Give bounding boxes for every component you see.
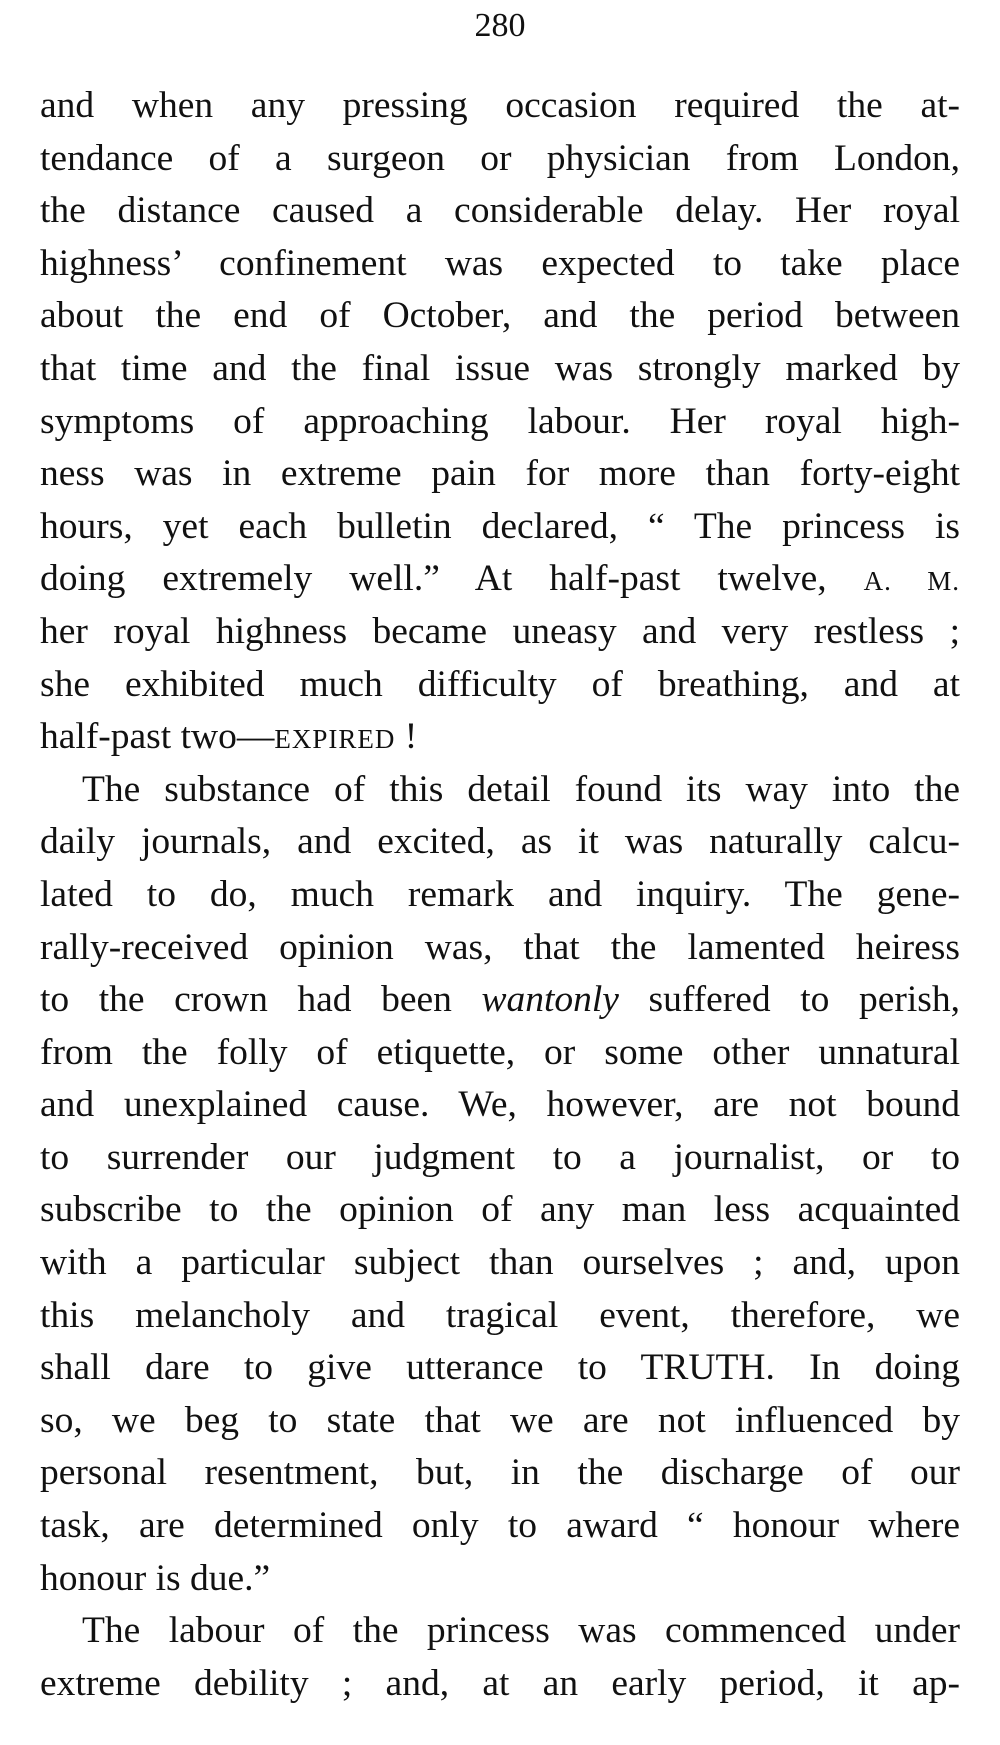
text-segment: about the end of October, and the period between (40, 295, 960, 337)
text-segment: rally-received opinion was, that the lamented heiress (40, 926, 960, 968)
page-number: 280 (474, 7, 526, 44)
text-line (40, 816, 960, 869)
text-line (40, 1658, 960, 1711)
text-segment: lated to do, much remark and inquiry. The gene- (40, 873, 960, 915)
text-line (40, 1500, 960, 1553)
text-line (40, 1395, 960, 1448)
text-line (40, 659, 960, 712)
text-segment: highness’ confinement was expected to take place (40, 242, 960, 284)
text-segment: the distance caused a considerable delay. Her royal (40, 190, 960, 232)
text-line (40, 922, 960, 975)
text-line (40, 1553, 960, 1606)
text-line (40, 290, 960, 343)
body-text (40, 80, 960, 1710)
text-line (40, 869, 960, 922)
text-line (40, 1342, 960, 1395)
text-segment: and when any pressing occasion required the at- (40, 85, 960, 126)
text-line (40, 553, 960, 606)
text-segment: hours, yet each bulletin declared, “ The princess is (40, 505, 960, 547)
text-segment: and unexplained cause. We, however, are not bound (40, 1084, 960, 1126)
text-segment: to surrender our judgment to a journalist, or to (40, 1136, 960, 1178)
text-line (40, 606, 960, 659)
text-line (40, 1079, 960, 1132)
text-segment: that time and the final issue was strongly marked by (40, 347, 960, 389)
smallcaps-text: EXPIRED (274, 724, 396, 755)
text-line (40, 1027, 960, 1080)
text-line (40, 1605, 960, 1658)
text-segment: The substance of this detail found its way into the (82, 768, 960, 810)
text-segment: from the folly of etiquette, or some other unnatural (40, 1031, 960, 1073)
text-segment: The labour of the princess was commenced under (82, 1610, 960, 1652)
text-segment: with a particular subject than ourselves ; and, upon (40, 1242, 960, 1284)
text-segment: extreme debility ; and, at an early period, it ap- (40, 1662, 960, 1704)
text-segment: suffered to perish, (618, 979, 960, 1021)
text-segment: tendance of a surgeon or physician from London, (40, 137, 960, 179)
text-segment: task, are determined only to award “ honour where (40, 1505, 960, 1547)
text-line (40, 711, 960, 764)
text-line (40, 133, 960, 186)
text-segment: ness was in extreme pain for more than forty-eight (40, 453, 960, 495)
text-segment: she exhibited much difficulty of breathing, and at (40, 663, 960, 705)
text-line (40, 396, 960, 449)
text-line (40, 1184, 960, 1237)
text-segment: daily journals, and excited, as it was naturally calcu- (40, 821, 960, 863)
text-segment: shall dare to give utterance to TRUTH. In doing (40, 1347, 960, 1389)
text-line (40, 764, 960, 817)
text-segment: half-past two— (40, 716, 275, 758)
text-line (40, 1447, 960, 1500)
text-line (40, 80, 960, 133)
text-segment: honour is due.” (40, 1557, 271, 1599)
text-line (40, 238, 960, 291)
text-line (40, 1290, 960, 1343)
text-line (40, 501, 960, 554)
text-line (40, 448, 960, 501)
text-segment: this melancholy and tragical event, therefore, we (40, 1294, 960, 1336)
text-line (40, 185, 960, 238)
text-line (40, 343, 960, 396)
text-segment: so, we beg to state that we are not influenced by (40, 1399, 960, 1441)
text-line (40, 974, 960, 1027)
text-segment: personal resentment, but, in the discharge of our (40, 1452, 960, 1494)
text-segment: doing extremely well.” At half-past twelve, (40, 558, 864, 600)
text-segment: to the crown had been (40, 979, 482, 1021)
text-segment: her royal highness became uneasy and very restless ; (40, 610, 960, 652)
italic-text: wantonly (481, 979, 619, 1021)
text-segment: ! (395, 716, 418, 758)
text-line (40, 1132, 960, 1185)
text-segment: symptoms of approaching labour. Her royal high- (40, 400, 960, 442)
smallcaps-text: A. M. (863, 566, 960, 597)
text-segment: subscribe to the opinion of any man less acquainted (40, 1189, 960, 1231)
text-line (40, 1237, 960, 1290)
